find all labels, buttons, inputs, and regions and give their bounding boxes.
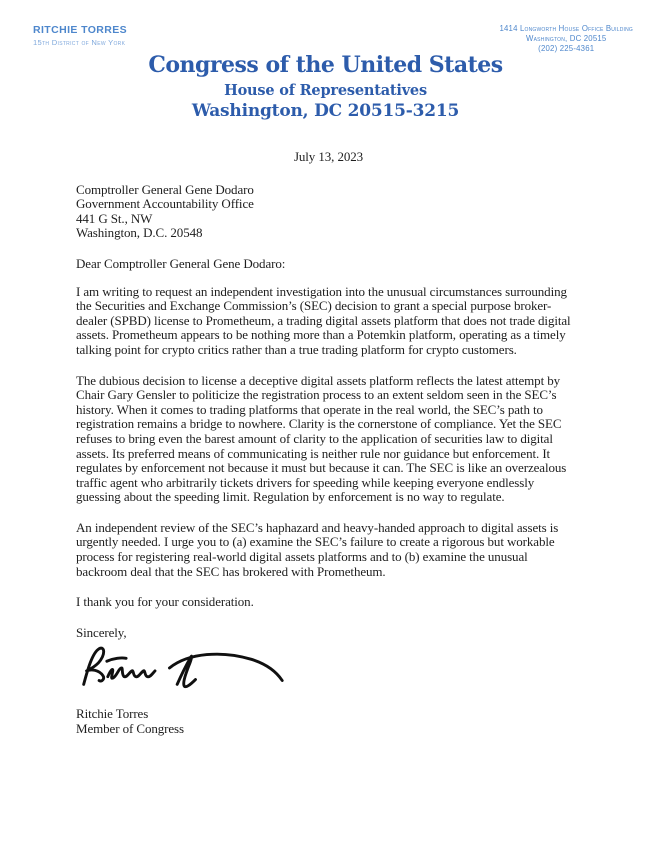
recipient-street: 441 G St., NW <box>76 210 153 226</box>
member-info <box>33 24 127 47</box>
letter-date: July 13, 2023 <box>293 149 364 164</box>
member-name: RITCHIE TORRES <box>33 24 128 36</box>
recipient-city: Washington, D.C. 20548 <box>76 225 203 241</box>
office-address <box>499 24 633 54</box>
signer-name: Ritchie Torres <box>76 706 149 722</box>
office-address-line-2: Washington, DC 20515 <box>526 34 607 43</box>
recipient-org: Government Accountability Office <box>76 196 254 212</box>
congress-title: Congress of the United States <box>148 52 503 78</box>
paragraph-2: The dubious decision to license a deceptive digital assets platform reflects the latest attempt by Chair Gary Gensler to politicize the registration process to an extent seldom seen in the SEC’s history. When it comes to trading platforms that operate in the real world, the SEC’s path to registration remains a bridge to nowhere. Clarity is the cornerstone of compliance. Yet the SEC refuses to bring even the barest amount of clarity to the application of securities law to digital assets. Its preferred means of communicating is neither rule nor guidance but enforcement. It regulates by enforcement not because it must but because it can. The SEC is like an overzealous traffic agent who arbitrarily tickets drivers for speeding while keeping everyone endlessly guessing about the speeding limit. Regulation by enforcement is no way to regulate. <box>76 372 567 505</box>
member-district: 15th District of New York <box>33 38 126 47</box>
recipient-address <box>76 183 581 241</box>
masthead-address: Washington, DC 20515-3215 <box>191 101 460 121</box>
valediction: Sincerely, <box>76 624 127 640</box>
closing-line: I thank you for your consideration. <box>76 594 254 610</box>
paragraph-1: I am writing to request an independent investigation into the unusual circumstances surrounding the Securities and Exchange Commission’s (SEC) decision to grant a special purpose broker-dealer (SPBD) license to Prometheum, a trading digital assets platform that does not trade digital assets. Prometheum appears to be nothing more than a Potemkin platform, operating as a timely talking point for crypto critics rather than a true trading platform for crypto customers. <box>76 283 571 357</box>
salutation: Dear Comptroller General Gene Dodaro: <box>76 255 286 271</box>
office-phone: (202) 225-4361 <box>538 44 595 53</box>
congress-masthead <box>0 52 651 121</box>
paragraph-3: An independent review of the SEC’s haphazard and heavy-handed approach to digital assets is urgently needed. I urge you to (a) examine the SEC’s failure to create a rigorous but workable process for registering real-world digital assets platforms and to (b) examine the unusual backroom deal that the SEC has brokered with Prometheum. <box>76 519 559 579</box>
office-address-line-1: 1414 Longworth House Office Building <box>499 24 633 33</box>
signer-title: Member of Congress <box>76 721 184 737</box>
signature-image <box>74 641 289 694</box>
signature-block <box>76 707 581 736</box>
recipient-name: Comptroller General Gene Dodaro <box>76 181 254 197</box>
letter-body <box>76 150 581 737</box>
chamber-title: House of Representatives <box>224 82 427 99</box>
